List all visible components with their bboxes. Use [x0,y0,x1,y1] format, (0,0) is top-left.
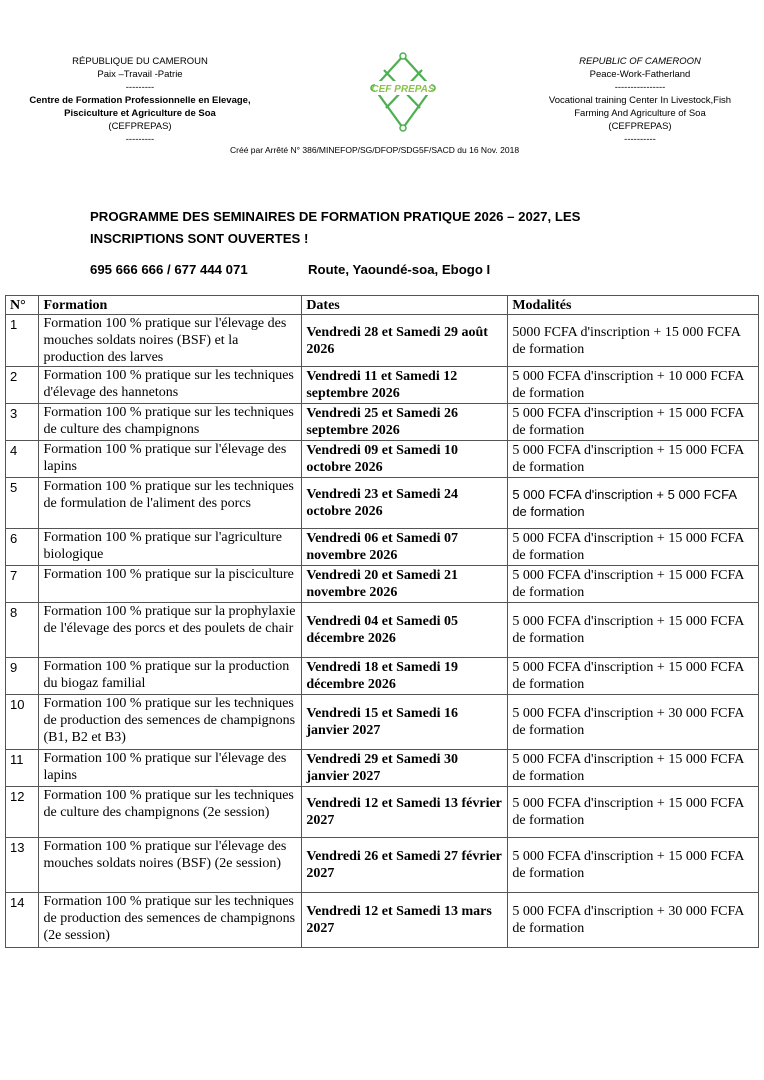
row-number: 8 [6,603,39,658]
row-formation: Formation 100 % pratique sur les techniques de production des semences de champignons (2e session) [39,893,302,948]
program-table [5,295,759,948]
row-modalites: 5 000 FCFA d'inscription + 15 000 FCFA de formation [508,404,759,441]
republic-fr: RÉPUBLIQUE DU CAMEROUN [72,56,208,67]
row-number: 14 [6,893,39,948]
row-dates: Vendredi 12 et Samedi 13 février 2027 [302,787,508,838]
row-dates: Vendredi 06 et Samedi 07 novembre 2026 [302,529,508,566]
table-row [6,566,759,603]
table-row [6,367,759,404]
cefprepas-logo [370,52,436,132]
row-number: 1 [6,315,39,367]
row-number: 4 [6,441,39,478]
row-modalites: 5 000 FCFA d'inscription + 30 000 FCFA de formation [508,893,759,948]
row-formation: Formation 100 % pratique sur les techniques de culture des champignons [39,404,302,441]
separator: ---------- [624,134,656,145]
table-row [6,893,759,948]
header-modalites: Modalités [508,296,759,315]
table-row [6,404,759,441]
header-right [530,55,750,146]
row-formation: Formation 100 % pratique sur les techniques de formulation de l'aliment des porcs [39,478,302,529]
row-formation: Formation 100 % pratique sur l'élevage des lapins [39,750,302,787]
table-row [6,658,759,695]
motto-fr: Paix –Travail -Patrie [97,69,183,80]
row-dates: Vendredi 09 et Samedi 10 octobre 2026 [302,441,508,478]
row-dates: Vendredi 11 et Samedi 12 septembre 2026 [302,367,508,404]
row-formation: Formation 100 % pratique sur les techniques de culture des champignons (2e session) [39,787,302,838]
contact-line [90,262,491,277]
row-modalites: 5 000 FCFA d'inscription + 15 000 FCFA de formation [508,603,759,658]
row-dates: Vendredi 04 et Samedi 05 décembre 2026 [302,603,508,658]
row-number: 6 [6,529,39,566]
phone-numbers: 695 666 666 / 677 444 071 [90,262,248,277]
row-number: 5 [6,478,39,529]
row-number: 3 [6,404,39,441]
row-modalites: 5 000 FCFA d'inscription + 5 000 FCFA de formation [508,478,759,529]
row-modalites: 5 000 FCFA d'inscription + 15 000 FCFA de formation [508,566,759,603]
table-row [6,603,759,658]
row-number: 11 [6,750,39,787]
row-modalites: 5 000 FCFA d'inscription + 30 000 FCFA de formation [508,695,759,750]
table-row [6,695,759,750]
center-name-fr-1: Centre de Formation Professionnelle en Elevage, [29,95,251,106]
separator: --------- [125,134,155,145]
separator: --------- [125,82,155,93]
table-row [6,315,759,367]
center-acronym: (CEFPREPAS) [108,121,172,132]
row-dates: Vendredi 23 et Samedi 24 octobre 2026 [302,478,508,529]
table-row [6,838,759,893]
row-modalites: 5 000 FCFA d'inscription + 15 000 FCFA de formation [508,750,759,787]
row-dates: Vendredi 20 et Samedi 21 novembre 2026 [302,566,508,603]
center-name-fr-2: Pisciculture et Agriculture de Soa [64,108,216,119]
header-left [20,55,260,146]
table-row [6,441,759,478]
row-formation: Formation 100 % pratique sur les techniques d'élevage des hannetons [39,367,302,404]
row-formation: Formation 100 % pratique sur l'élevage des mouches soldats noires (BSF) (2e session) [39,838,302,893]
row-modalites: 5000 FCFA d'inscription + 15 000 FCFA de formation [508,315,759,367]
header-num: N° [6,296,39,315]
row-modalites: 5 000 FCFA d'inscription + 15 000 FCFA de formation [508,658,759,695]
row-number: 12 [6,787,39,838]
header-dates: Dates [302,296,508,315]
row-dates: Vendredi 15 et Samedi 16 janvier 2027 [302,695,508,750]
row-formation: Formation 100 % pratique sur les techniques de production des semences de champignons (B1, B2 et B3) [39,695,302,750]
table-row [6,529,759,566]
republic-en: REPUBLIC OF CAMEROON [579,56,701,67]
row-number: 10 [6,695,39,750]
row-formation: Formation 100 % pratique sur l'agriculture biologique [39,529,302,566]
center-name-en-2: Farming And Agriculture of Soa [574,108,706,119]
center-acronym: (CEFPREPAS) [608,121,672,132]
row-number: 9 [6,658,39,695]
decree-line: Créé par Arrêté N° 386/MINEFOP/SG/DFOP/SDG5F/SACD du 16 Nov. 2018 [230,145,520,155]
row-modalites: 5 000 FCFA d'inscription + 15 000 FCFA de formation [508,787,759,838]
row-formation: Formation 100 % pratique sur l'élevage des lapins [39,441,302,478]
address: Route, Yaoundé-soa, Ebogo I [308,262,491,277]
separator: ---------------- [614,82,666,93]
center-name-en-1: Vocational training Center In Livestock,Fish [548,95,732,106]
row-dates: Vendredi 29 et Samedi 30 janvier 2027 [302,750,508,787]
row-dates: Vendredi 18 et Samedi 19 décembre 2026 [302,658,508,695]
row-dates: Vendredi 26 et Samedi 27 février 2027 [302,838,508,893]
row-dates: Vendredi 12 et Samedi 13 mars 2027 [302,893,508,948]
row-modalites: 5 000 FCFA d'inscription + 15 000 FCFA de formation [508,529,759,566]
row-modalites: 5 000 FCFA d'inscription + 15 000 FCFA de formation [508,441,759,478]
page-title: PROGRAMME DES SEMINAIRES DE FORMATION PRATIQUE 2026 – 2027, LES INSCRIPTIONS SONT OUVERTES ! [90,209,581,246]
row-modalites: 5 000 FCFA d'inscription + 10 000 FCFA de formation [508,367,759,404]
row-formation: Formation 100 % pratique sur la production du biogaz familial [39,658,302,695]
row-formation: Formation 100 % pratique sur la pisciculture [39,566,302,603]
motto-en: Peace-Work-Fatherland [589,69,691,80]
table-row [6,787,759,838]
row-number: 2 [6,367,39,404]
table-header-row [6,296,759,315]
table-row [6,478,759,529]
row-dates: Vendredi 25 et Samedi 26 septembre 2026 [302,404,508,441]
row-number: 13 [6,838,39,893]
table-row [6,750,759,787]
header-formation: Formation [39,296,302,315]
row-modalites: 5 000 FCFA d'inscription + 15 000 FCFA de formation [508,838,759,893]
row-dates: Vendredi 28 et Samedi 29 août 2026 [302,315,508,367]
logo-text: CEF PREPAS [371,84,435,95]
row-formation: Formation 100 % pratique sur l'élevage des mouches soldats noires (BSF) et la production des larves [39,315,302,367]
row-formation: Formation 100 % pratique sur la prophylaxie de l'élevage des porcs et des poulets de chair [39,603,302,658]
row-number: 7 [6,566,39,603]
